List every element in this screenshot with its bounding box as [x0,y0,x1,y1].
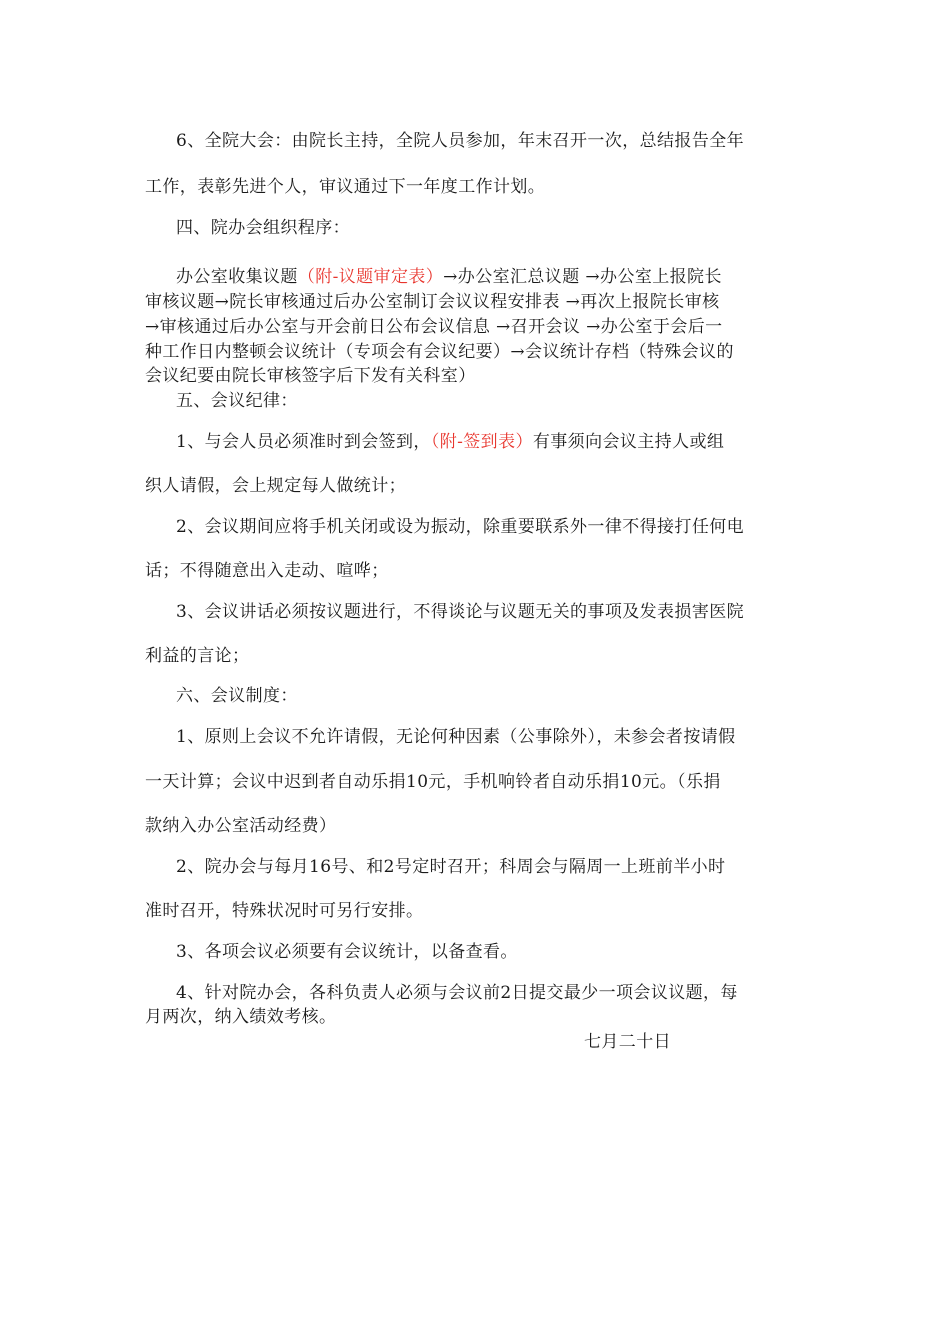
section-6-item-1-line-3: 款纳入办公室活动经费） [145,816,337,836]
sign-in-sheet-note: （附-签到表） [430,432,533,452]
section-5-item-1-line-2: 织人请假，会上规定每人做统计； [145,476,406,496]
section-6-item-1-line-1: 1、原则上会议不允许请假，无论何种因素（公事除外），未参会者按请假 [176,727,736,747]
section-6-item-3: 3、各项会议必须要有会议统计，以备查看。 [176,942,518,962]
section-5-item-1-start: 1、与会人员必须准时到会签到， [176,432,431,452]
document-date: 七月二十日 [584,1032,671,1052]
section-4-line-1 [176,262,722,287]
section-6-item-4-line-2: 月两次，纳入绩效考核。 [145,1007,337,1027]
agenda-review-form-note: （附-议题审定表） [297,267,444,287]
section-4-line-4: 种工作日内整顿会议统计（专项会有会议纪要）→会议统计存档（特殊会议的 [145,342,734,362]
section-6-item-2-line-2: 准时召开，特殊状况时可另行安排。 [145,901,424,921]
section-5-item-1-end: 有事须向会议主持人或组 [532,432,725,452]
section-6-item-2-line-1: 2、院办会与每月16号、和2号定时召开；科周会与隔周一上班前半小时 [176,857,726,877]
section-6-heading: 六、会议制度： [176,686,298,706]
section-4-heading: 四、院办会组织程序： [176,218,350,238]
section-5-item-3-line-2: 利益的言论； [145,646,250,666]
section-4-line-5: 会议纪要由院长审核签字后下发有关科室） [145,366,476,386]
paragraph-6-line-1: 6、全院大会：由院长主持，全院人员参加，年末召开一次，总结报告全年 [176,131,745,151]
paragraph-6-line-2: 工作，表彰先进个人，审议通过下一年度工作计划。 [145,177,546,197]
section-4-line-3: →审核通过后办公室与开会前日公布会议信息 →召开会议 →办公室于会后一 [145,317,723,337]
section-6-item-1-line-2: 一天计算；会议中迟到者自动乐捐10元，手机响铃者自动乐捐10元。（乐捐 [145,772,721,792]
section-6-item-4-line-1: 4、针对院办会，各科负责人必须与会议前2日提交最少一项会议议题，每 [176,983,738,1003]
section-4-line-2: 审核议题→院长审核通过后办公室制订会议议程安排表 →再次上报院长审核 [145,292,720,312]
section-5-item-2-line-2: 话；不得随意出入走动、喧哗； [145,561,389,581]
section-5-item-1-line-1 [176,427,724,452]
section-4-line-1-end: →办公室汇总议题 →办公室上报院长 [443,267,722,287]
section-5-item-2-line-1: 2、会议期间应将手机关闭或设为振动，除重要联系外一律不得接打任何电 [176,517,745,537]
section-4-line-1-start: 办公室收集议题 [176,267,298,287]
section-5-heading: 五、会议纪律： [176,391,298,411]
section-5-item-3-line-1: 3、会议讲话必须按议题进行，不得谈论与议题无关的事项及发表损害医院 [176,602,745,622]
